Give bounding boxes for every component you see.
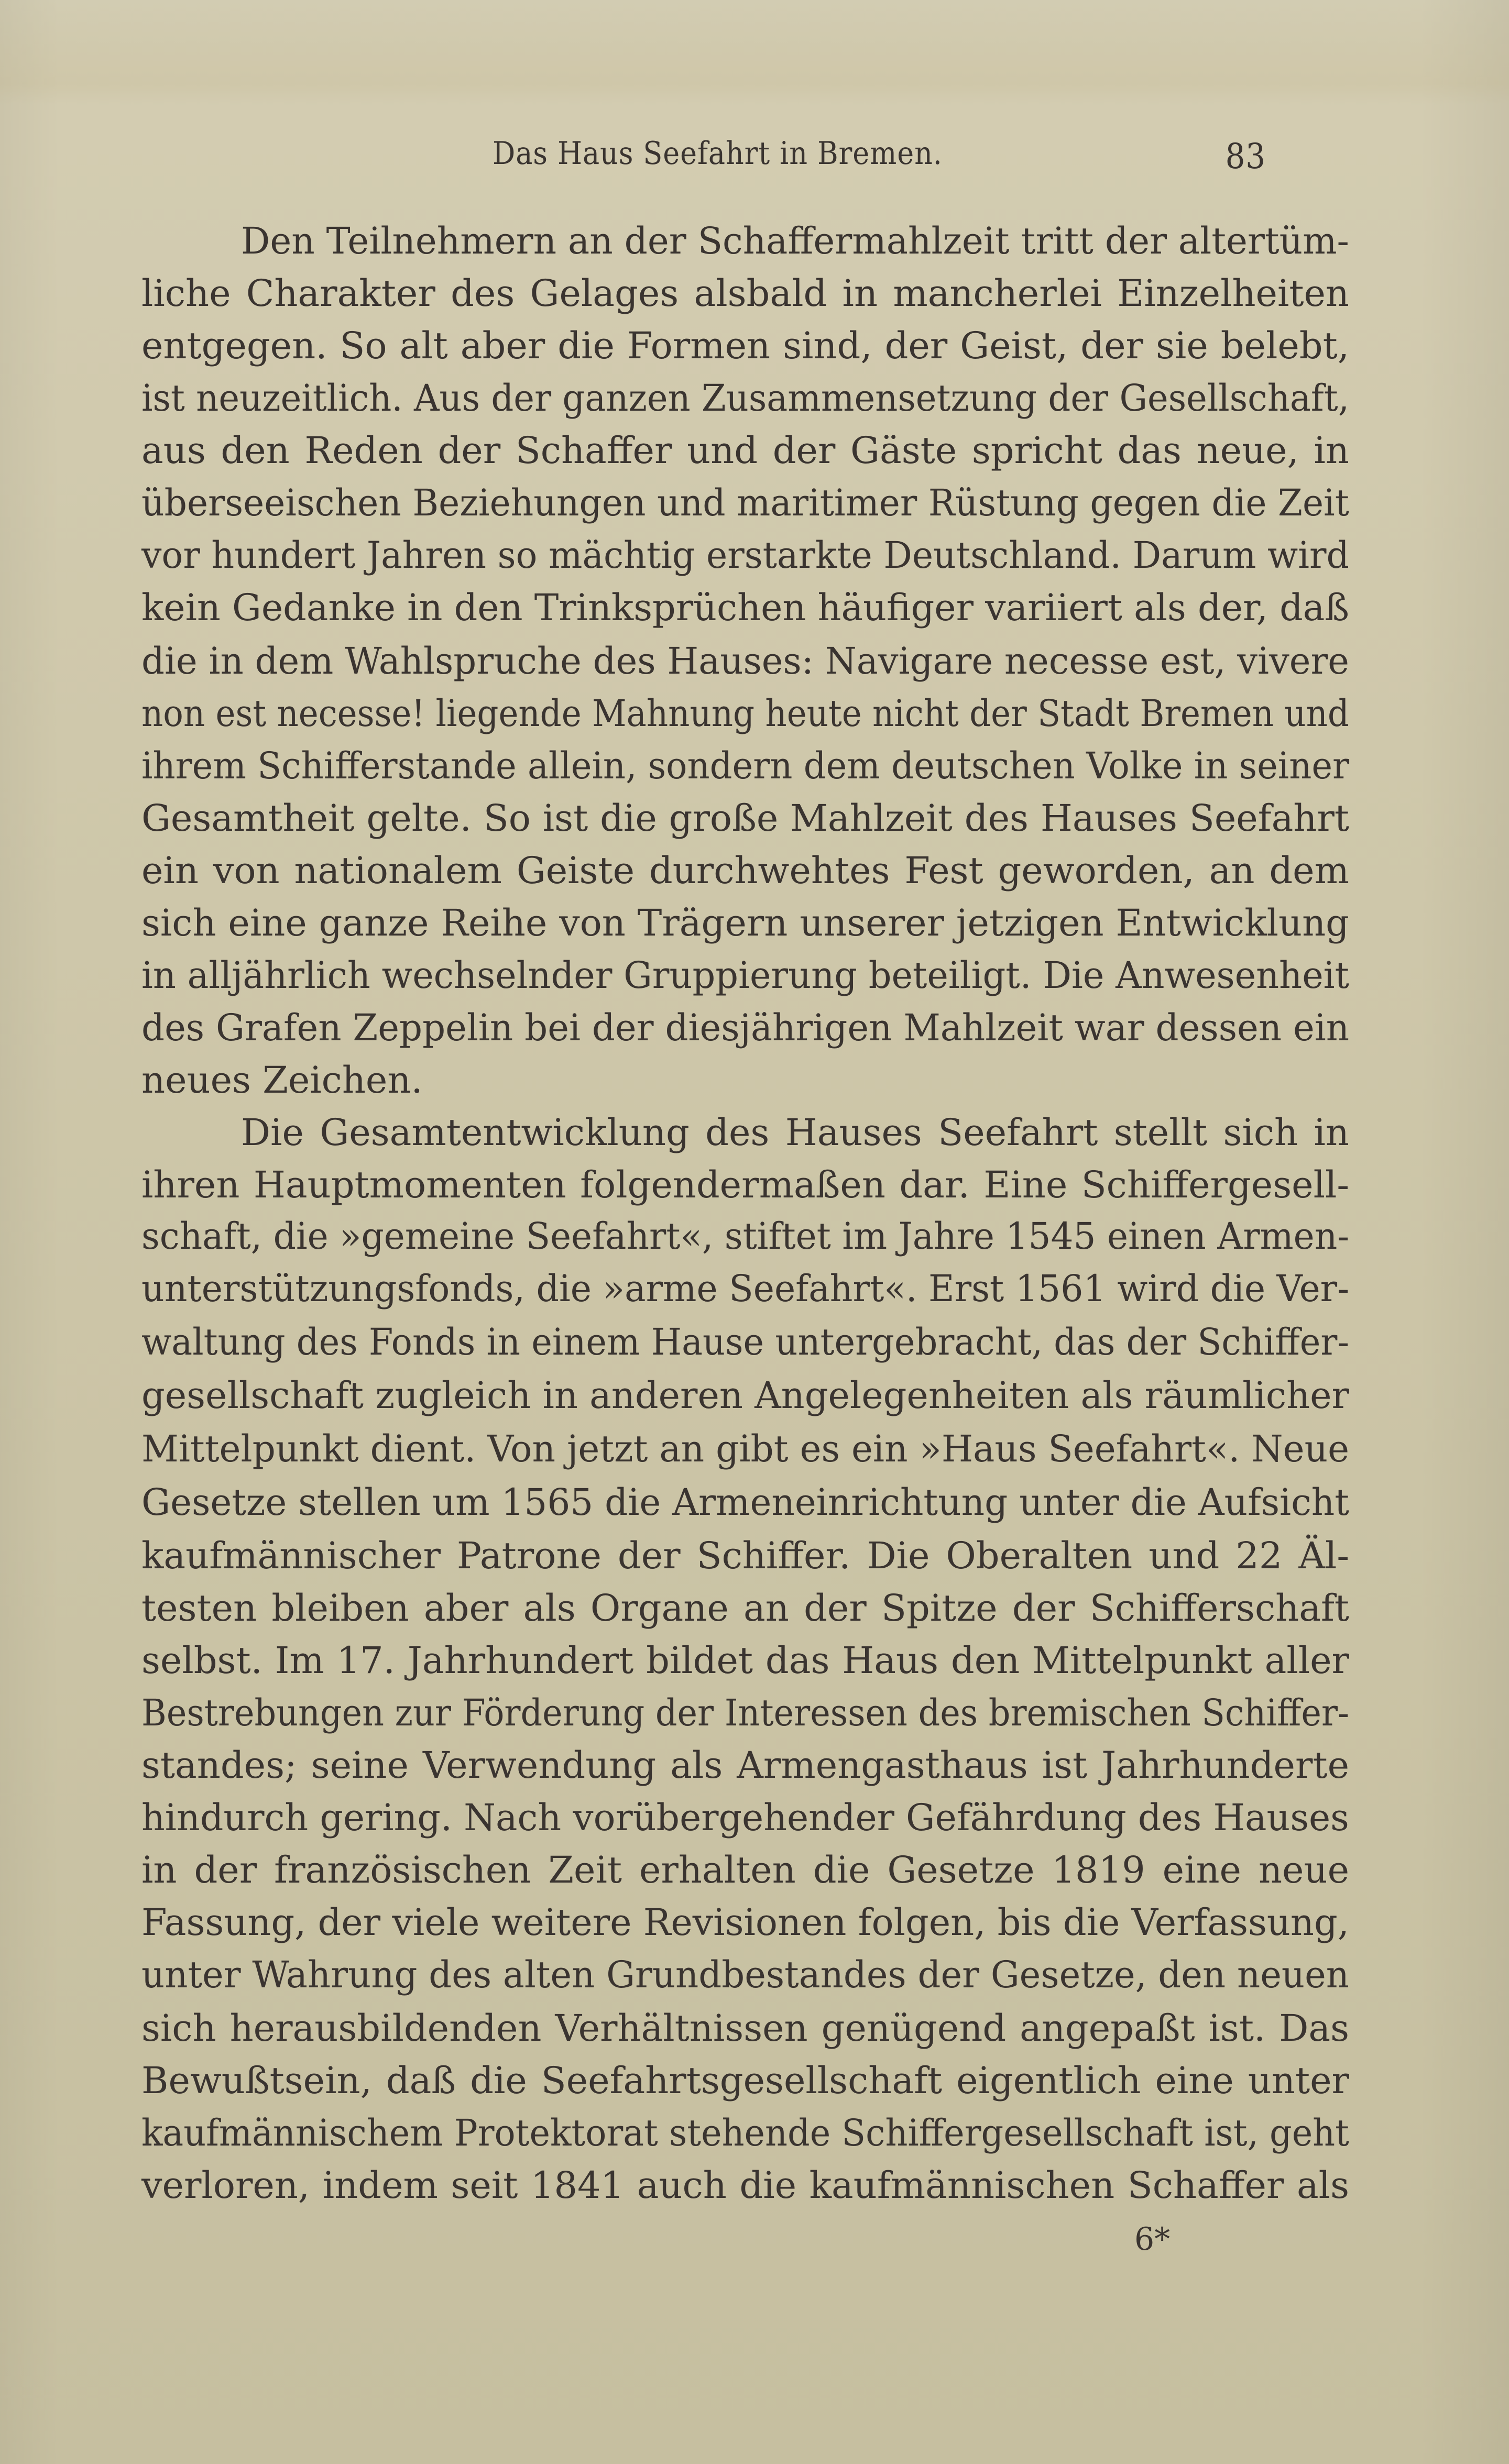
- paragraph-2-line: hindurch gering. Nach vorübergehender Gefährdung des Hauses: [141, 1796, 1349, 1839]
- paragraph-1-line: sich eine ganze Reihe von Trägern unserer jetzigen Entwicklung: [141, 901, 1349, 944]
- paragraph-2-line: verloren, indem seit 1841 auch die kaufmännischen Schaffer als: [141, 2164, 1349, 2207]
- paragraph-1-line: Gesamtheit gelte. So ist die große Mahlzeit des Hauses Seefahrt: [141, 797, 1349, 840]
- paragraph-2-line: selbst. Im 17. Jahrhundert bildet das Haus den Mittelpunkt aller: [141, 1639, 1349, 1682]
- paragraph-1-line: ein von nationalem Geiste durchwehtes Fest geworden, an dem: [141, 849, 1349, 892]
- paragraph-1-line: non est necesse! liegende Mahnung heute nicht der Stadt Bremen und: [141, 692, 1349, 735]
- paragraph-2-line: standes; seine Verwendung als Armengasthaus ist Jahrhunderte: [141, 1744, 1349, 1787]
- paragraph-1-line: kein Gedanke in den Trinksprüchen häufiger variiert als der, daß: [141, 586, 1350, 629]
- paragraph-2-line: in der französischen Zeit erhalten die Gesetze 1819 eine neue: [141, 1849, 1349, 1891]
- page-number: 83: [1225, 136, 1266, 177]
- paragraph-2-line: Bestrebungen zur Förderung der Interessen des bremischen Schiffer-: [141, 1691, 1349, 1734]
- paragraph-2-line: gesellschaft zugleich in anderen Angelegenheiten als räumlicher: [141, 1374, 1349, 1417]
- paragraph-2-line: Mittelpunkt dient. Von jetzt an gibt es ein »Haus Seefahrt«. Neue: [141, 1427, 1350, 1470]
- paragraph-1-last-line: neues Zeichen.: [141, 1059, 423, 1102]
- paragraph-2-line: testen bleiben aber als Organe an der Spitze der Schifferschaft: [141, 1587, 1349, 1630]
- paragraph-2-line: unterstützungsfonds, die »arme Seefahrt«. Erst 1561 wird die Ver-: [141, 1267, 1350, 1310]
- paragraph-2-line: Gesetze stellen um 1565 die Armeneinrichtung unter die Aufsicht: [141, 1481, 1349, 1524]
- paragraph-1-line: ist neuzeitlich. Aus der ganzen Zusammensetzung der Gesellschaft,: [141, 377, 1350, 420]
- paragraph-1-line: Den Teilnehmern an der Schaffermahlzeit tritt der altertüm-: [241, 219, 1349, 262]
- water-stain: [0, 0, 1509, 105]
- paragraph-2-line: kaufmännischer Patrone der Schiffer. Die Oberalten und 22 Äl-: [141, 1534, 1349, 1577]
- paragraph-2-line: Die Gesamtentwicklung des Hauses Seefahrt stellt sich in: [241, 1111, 1349, 1154]
- paragraph-1-line: überseeischen Beziehungen und maritimer Rüstung gegen die Zeit: [141, 481, 1349, 524]
- running-head: [493, 135, 1266, 177]
- paragraph-1-line: vor hundert Jahren so mächtig erstarkte Deutschland. Darum wird: [141, 534, 1349, 577]
- paragraph-1-line: ihrem Schifferstande allein, sondern dem deutschen Volke in seiner: [141, 744, 1350, 787]
- paragraph-2-line: schaft, die »gemeine Seefahrt«, stiftet im Jahre 1545 einen Armen-: [141, 1215, 1350, 1258]
- paragraph-1-line: liche Charakter des Gelages alsbald in mancherlei Einzelheiten: [141, 272, 1349, 315]
- paragraph-1-line: des Grafen Zeppelin bei der diesjährigen Mahlzeit war dessen ein: [141, 1006, 1350, 1049]
- paragraph-2-line: waltung des Fonds in einem Hause untergebracht, das der Schiffer-: [141, 1321, 1349, 1363]
- running-title: Das Haus Seefahrt in Bremen.: [493, 135, 943, 172]
- paragraph-2-line: unter Wahrung des alten Grundbestandes der Gesetze, den neuen: [141, 1953, 1349, 1996]
- paragraph-1-line: in alljährlich wechselnder Gruppierung beteiligt. Die Anwesenheit: [141, 954, 1350, 997]
- paragraph-1-line: die in dem Wahlspruche des Hauses: Navigare necesse est, vivere: [141, 640, 1349, 683]
- signature-mark: 6*: [1134, 2221, 1171, 2258]
- paragraph-2-line: ihren Hauptmomenten folgendermaßen dar. Eine Schiffergesell-: [141, 1163, 1349, 1206]
- paragraph-2-line: sich herausbildenden Verhältnissen genügend angepaßt ist. Das: [141, 2007, 1349, 2050]
- paragraph-1-line: entgegen. So alt aber die Formen sind, der Geist, der sie belebt,: [141, 324, 1349, 367]
- paragraph-2-line: Bewußtsein, daß die Seefahrtsgesellschaft eigentlich eine unter: [141, 2059, 1349, 2102]
- paragraph-2-line: Fassung, der viele weitere Revisionen folgen, bis die Verfassung,: [141, 1901, 1349, 1944]
- paragraph-2-line: kaufmännischem Protektorat stehende Schiffergesellschaft ist, geht: [141, 2111, 1349, 2154]
- paragraph-1-line: aus den Reden der Schaffer und der Gäste spricht das neue, in: [141, 429, 1349, 472]
